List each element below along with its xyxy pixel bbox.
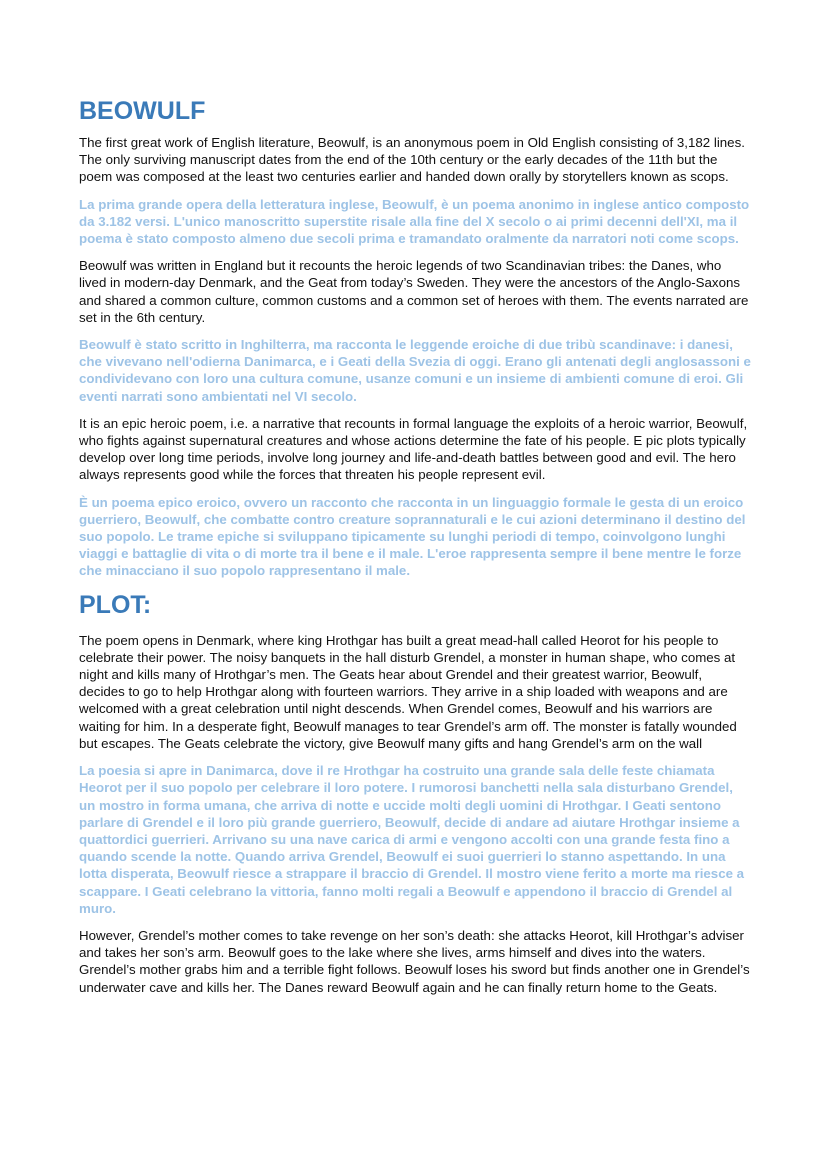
- genre-paragraph-english: It is an epic heroic poem, i.e. a narrative that recounts in formal language the exploits of a heroic warrior, Beowulf, who fights against supernatural creatures and whose actions determine the fate of his people. E pic plots typically develop over long time periods, involve long journey and life-and-death battles between good and evil. The hero always represents good while the forces that threaten his people represent evil.: [79, 415, 748, 483]
- origin-paragraph-italian: Beowulf è stato scritto in Inghilterra, ma racconta le leggende eroiche di due tribù scandinave: i danesi, che vivevano nell'odierna Danimarca, e i Geati della Svezia di oggi. Erano gli antenati degli anglosassoni e condividevano con loro una cultura comune, usanze comuni e un insieme di ambienti comune di eroi. Gli eventi narrati sono ambientati nel VI secolo.: [79, 337, 751, 404]
- plot-paragraph-english-2: However, Grendel’s mother comes to take revenge on her son’s death: she attacks Heorot, kill Hrothgar’s adviser and takes her son’s arm. Beowulf goes to the lake where she lives, arms himself and dives into the waters. Grendel’s mother grabs him and a terrible fight follows. Beowulf loses his sword but finds another one in Grendel’s underwater cave and kills her. The Danes reward Beowulf again and he can finally return home to the Geats.: [79, 927, 750, 995]
- intro-paragraph-italian: La prima grande opera della letteratura inglese, Beowulf, è un poema anonimo in inglese antico composto da 3.182 versi. L'unico manoscritto superstite risale alla fine del X secolo o ai primi decenni dell'XI, ma il poema è stato composto almeno due secoli prima e tramandato oralmente da narratori noti come scops.: [79, 196, 750, 247]
- plot-heading: PLOT:: [79, 590, 152, 619]
- intro-paragraph-english: The first great work of English literature, Beowulf, is an anonymous poem in Old English consisting of 3,182 lines. The only surviving manuscript dates from the end of the 10th century or the early decades of the 11th but the poem was composed at the least two centuries earlier and handed down orally by storytellers known as scops.: [79, 135, 745, 185]
- origin-paragraph-english: Beowulf was written in England but it recounts the heroic legends of two Scandinavian tribes: the Danes, who lived in modern-day Denmark, and the Geat from today’s Sweden. They were the ancestors of the Anglo-Saxons and shared a common culture, common customs and a common set of heroes with them. The events narrated are set in the 6th century.: [79, 258, 749, 325]
- document-page: [79, 96, 751, 1006]
- genre-paragraph-italian: È un poema epico eroico, ovvero un racconto che racconta in un linguaggio formale le gesta di un eroico guerriero, Beowulf, che combatte contro creature soprannaturali e le cui azioni determinano il destino del suo popolo. Le trame epiche si sviluppano tipicamente su lunghi periodi di tempo, coinvolgono lunghi viaggi e battaglie di vita o di morte tra il bene e il male. L'eroe rappresenta sempre il bene mentre le forze che minacciano il suo popolo rappresentano il male.: [79, 494, 746, 579]
- plot-paragraph-italian-1: La poesia si apre in Danimarca, dove il re Hrothgar ha costruito una grande sala delle feste chiamata Heorot per il suo popolo per celebrare il loro potere. I rumorosi banchetti nella sala disturbano Grendel, un mostro in forma umana, che arriva di notte e uccide molti degli uomini di Hrothgar. I Geati sentono parlare di Grendel e il loro più grande guerriero, Beowulf, decide di andare ad aiutare Hrothgar insieme a quattordici guerrieri. Arrivano su una nave carica di armi e vengono accolti con una grande festa fino a quando scende la notte. Quando arriva Grendel, Beowulf ei suoi guerrieri lo stanno aspettando. In una lotta disperata, Beowulf riesce a strappare il braccio di Grendel. Il mostro viene ferito a morte ma riesce a scappare. I Geati celebrano la vittoria, fanno molti regali a Beowulf e appendono il braccio di Grendel al muro.: [79, 763, 745, 916]
- plot-paragraph-english-1: The poem opens in Denmark, where king Hrothgar has built a great mead-hall called Heorot for his people to celebrate their power. The noisy banquets in the hall disturb Grendel, a monster in human shape, who comes at night and kills many of Hrothgar’s men. The Geats hear about Grendel and their greatest warrior, Beowulf, decides to go to help Hrothgar along with fourteen warriors. They arrive in a ship loaded with weapons and are welcomed with a great celebration until night descends. When Grendel comes, Beowulf and his warriors are waiting for him. In a desperate fight, Beowulf manages to tear Grendel’s arm off. The monster is fatally wounded but escapes. The Geats celebrate the victory, give Beowulf many gifts and hang Grendel’s arm on the wall: [79, 632, 737, 751]
- document-title: BEOWULF: [79, 97, 206, 125]
